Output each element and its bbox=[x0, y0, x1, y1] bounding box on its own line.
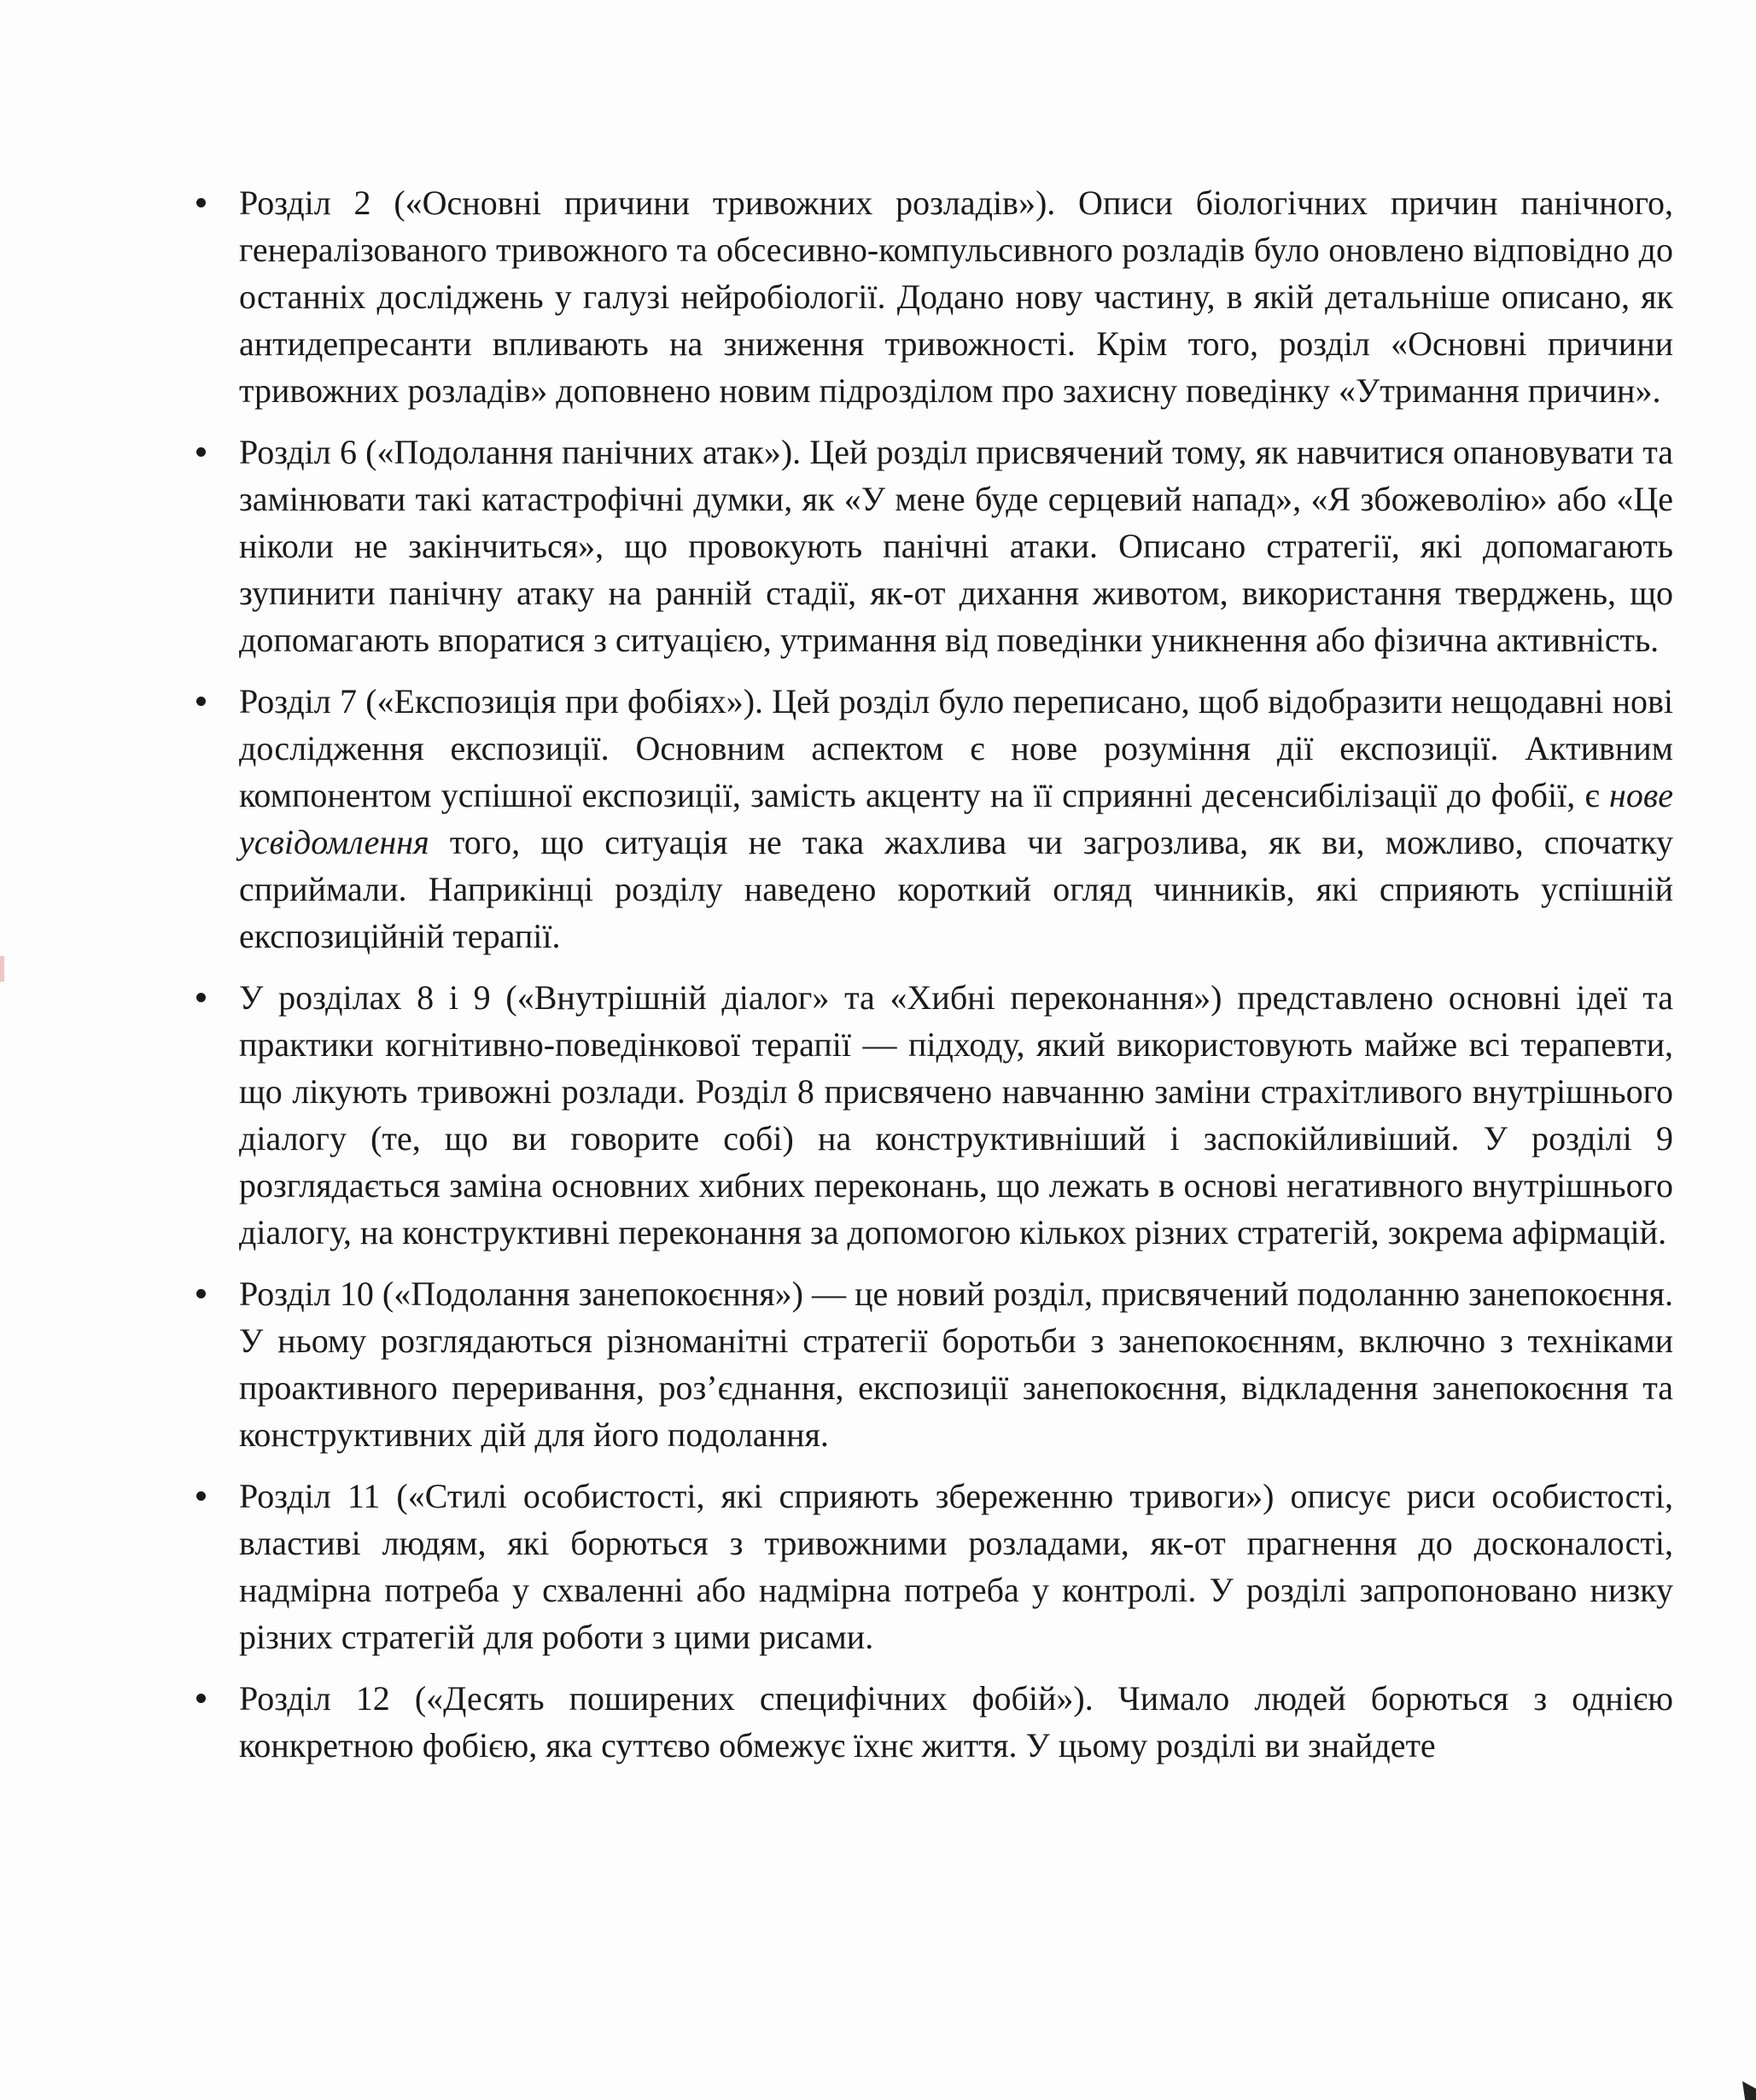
list-item-text: У розділах 8 і 9 («Внутрішній діалог» та «Хибні переконання») представлено основні ідеї та практики когнітивно-поведінкової терапії — підходу, який використовують майже всі терапевти, що лікують тривожні розлади. Розділ 8 присвячено навчанню заміни страхітливого внутрішнього діалогу (те, що ви говорите собі) на конструктивніший і заспокійливіший. У розділі 9 розглядається заміна основних хибних переконань, що лежать в основі негативного внутрішнього діалогу, на конструктивні переконання за допомогою кількох різних стратегій, зокрема афірмацій. bbox=[239, 978, 1673, 1251]
list-item bbox=[171, 1270, 1673, 1458]
page-corner-mark bbox=[1742, 2081, 1756, 2100]
bullet-icon bbox=[188, 678, 213, 725]
list-item-text: Розділ 2 («Основні причини тривожних розладів»). Описи біологічних причин панічного, генералізованого тривожного та обсесивно-компульсивного розладів було оновлено відповідно до останніх досліджень у галузі нейробіології. Додано нову частину, в якій детальніше описано, як антидепресанти впливають на зниження тривожності. Крім того, розділ «Основні причини тривожних розладів» доповнено новим підрозділом про захисну поведінку «Утримання причин». bbox=[239, 184, 1673, 410]
list-item bbox=[171, 1473, 1673, 1660]
list-item bbox=[171, 974, 1673, 1256]
bullet-icon bbox=[188, 1473, 213, 1520]
bullet-icon bbox=[188, 1270, 213, 1317]
bullet-icon bbox=[188, 429, 213, 475]
list-item-text: Розділ 11 («Стилі особистості, які сприяють збереженню тривоги») описує риси особистості, властиві людям, які борються з тривожними розладами, як-от прагнення до досконалості, надмірна потреба у схваленні або надмірна потреба у контролі. У розділі запропоновано низку різних стратегій для роботи з цими рисами. bbox=[239, 1477, 1673, 1656]
emphasized-text: нове усвідомлення bbox=[239, 776, 1673, 861]
list-item-text: Розділ 6 («Подолання панічних атак»). Цей розділ присвячений тому, як навчитися опановувати та замінювати такі катастрофічні думки, як «У мене буде серцевий напад», «Я збожеволію» або «Це ніколи не закінчиться», що провокують панічні атаки. Описано стратегії, які допомагають зупинити панічну атаку на ранній стадії, як-от дихання животом, використання тверджень, що допомагають впоратися з ситуацією, утримання від поведінки уникнення або фізична активність. bbox=[239, 433, 1673, 659]
list-item-text: Розділ 12 («Десять поширених специфічних фобій»). Чимало людей борються з однією конкретною фобією, яка суттєво обмежує їхнє життя. У цьому розділі ви знайдете bbox=[239, 1679, 1673, 1765]
list-item-text bbox=[239, 678, 1673, 960]
text-segment: Розділ 7 («Експозиція при фобіях»). Цей розділ було переписано, щоб відобразити нещодавні нові дослідження експозиції. Основним аспектом є нове розуміння дії експозиції. Активним компонентом успішної експозиції, замість акценту на її сприянні десенсибілізації до фобії, є bbox=[239, 682, 1673, 814]
list-item bbox=[171, 429, 1673, 663]
bullet-icon bbox=[188, 974, 213, 1021]
page-edge-mark bbox=[0, 956, 4, 982]
list-item bbox=[171, 179, 1673, 414]
bullet-icon bbox=[188, 179, 213, 226]
list-item-text: Розділ 10 («Подолання занепокоєння») — це новий розділ, присвячений подоланню занепокоєння. У ньому розглядаються різноманітні стратегії боротьби з занепокоєнням, включно з техніками проактивного переривання, роз’єднання, експозиції занепокоєння, відкладення занепокоєння та конструктивних дій для його подолання. bbox=[239, 1275, 1673, 1454]
list-item bbox=[171, 1675, 1673, 1769]
bullet-icon bbox=[188, 1675, 213, 1722]
text-segment: того, що ситуація не така жахлива чи загрозлива, як ви, можливо, спочатку сприймали. Наприкінці розділу наведено короткий огляд чинників, які сприяють успішній експозиційній терапії. bbox=[239, 823, 1673, 955]
changes-bullet-list bbox=[171, 179, 1673, 1783]
list-item bbox=[171, 678, 1673, 960]
